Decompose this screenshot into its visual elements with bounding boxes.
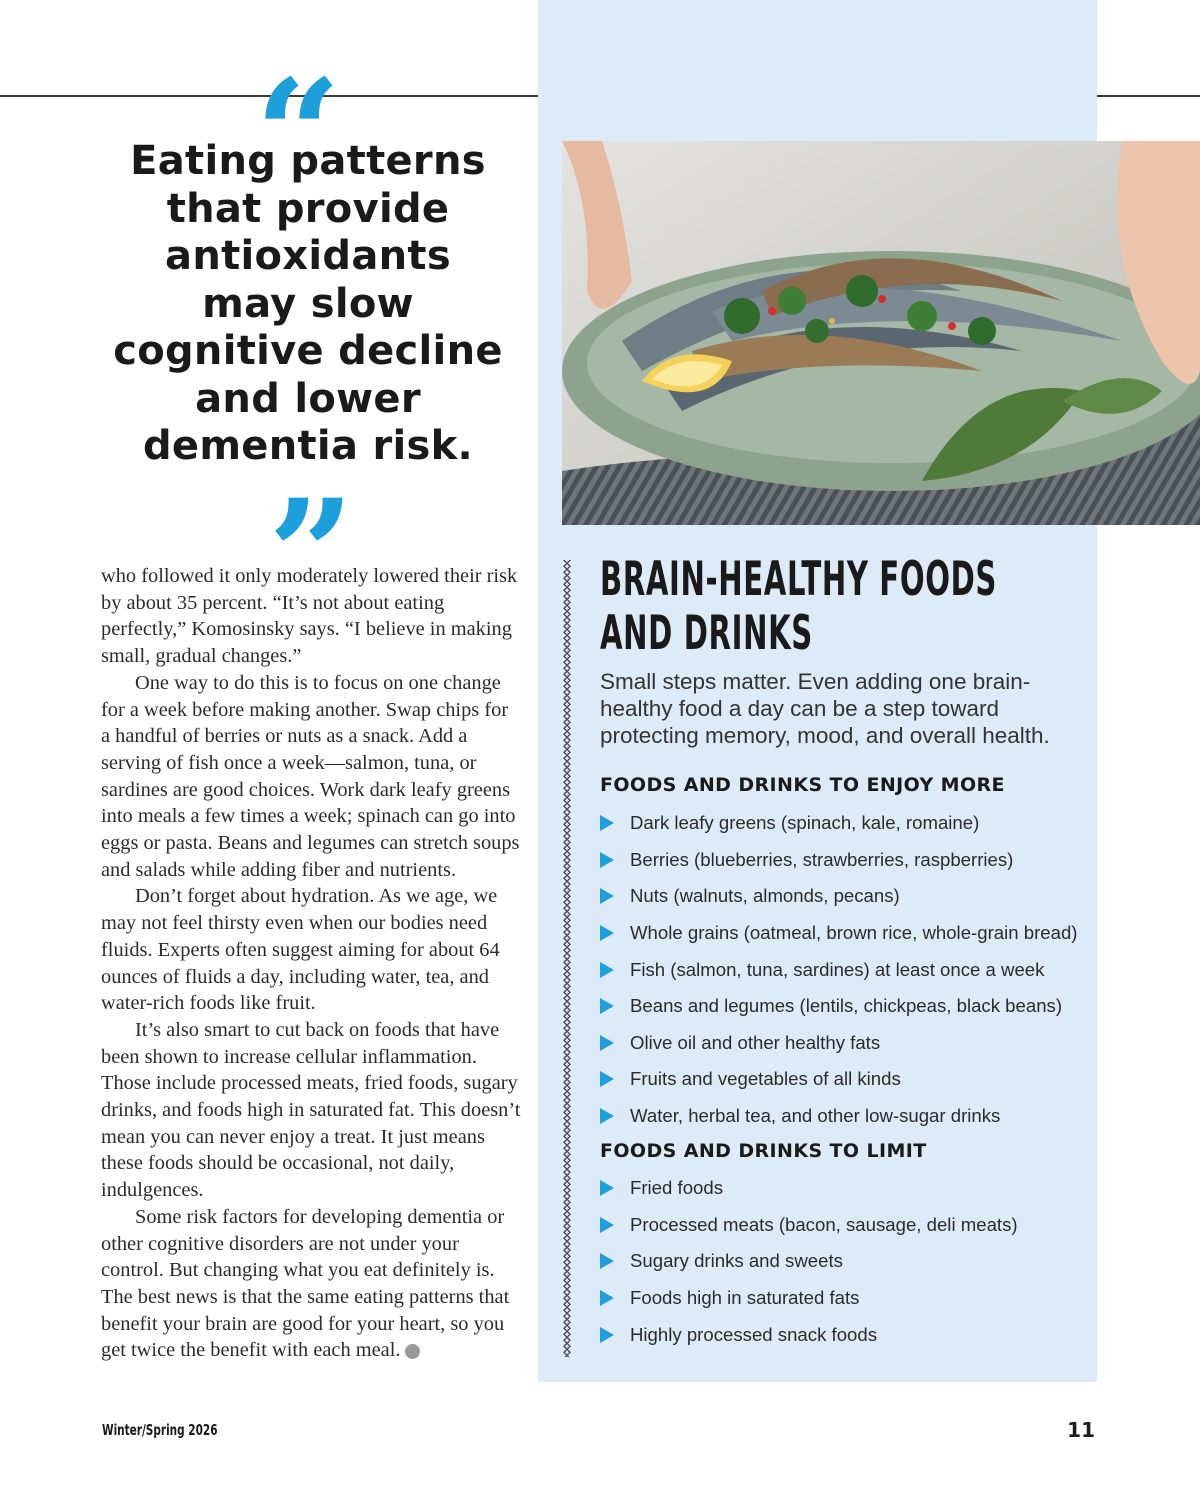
list-item [600,1061,1078,1098]
list-item-label: Sugary drinks and sweets [630,1250,843,1272]
article-paragraph-text: Some risk factors for developing dementia or other cognitive disorders are not under your control. But changing what you eat definitely is. The best news is that the same eating patterns that benefit your brain are good for your heart, so you get twice the benefit with each meal. [101,1205,510,1362]
pull-quote-line: antioxidants [165,233,451,279]
open-quote-icon: “ [255,47,342,223]
list-item-label: Beans and legumes (lentils, chickpeas, black beans) [630,995,1063,1017]
list-item-label: Nuts (walnuts, almonds, pecans) [630,885,900,907]
list-item-label: Water, herbal tea, and other low-sugar drinks [630,1105,1001,1127]
list-item [600,1280,1018,1317]
arrow-icon [600,998,614,1014]
pull-quote [92,138,524,471]
article-paragraph: Don’t forget about hydration. As we age, we may not feel thirsty even when our bodies need fluids. Experts often suggest aiming for about 64 ounces of fluids a day, including water, tea, and water-rich foods like fruit. [101,885,500,1015]
list-item [600,1243,1018,1280]
pull-quote-line: dementia risk. [142,423,474,469]
sidebar-title-line: BRAIN-HEALTHY FOODS [600,552,998,607]
enjoy-heading: FOODS AND DRINKS TO ENJOY MORE [600,774,1005,796]
pull-quote-line: Eating patterns [130,138,486,184]
arrow-icon [600,1108,614,1124]
article-paragraph [101,1204,521,1364]
list-item [600,1316,1018,1353]
article-paragraph: It’s also smart to cut back on foods that have been shown to increase cellular inflammation. Those include processed meats, fried foods, sugary drinks, and foods high in saturated fat. This doesn’t mean you can never enjoy a treat. It just means these foods should be occasional, not daily, indulgences. [101,1018,521,1202]
arrow-icon [600,1253,614,1269]
list-item [600,1098,1078,1135]
limit-heading: FOODS AND DRINKS TO LIMIT [600,1140,927,1162]
top-rule-right [1097,95,1200,97]
list-item [600,878,1078,915]
arrow-icon [600,815,614,831]
list-item-label: Highly processed snack foods [630,1323,878,1345]
pull-quote-line: cognitive decline [113,328,503,374]
pull-quote-line: and lower [195,375,421,422]
page-number: 11 [1067,1418,1095,1442]
article-body [101,563,521,1364]
list-item [600,842,1078,879]
sardines-platter-illustration [562,141,1200,525]
list-item [600,1025,1078,1062]
list-item [600,951,1078,988]
arrow-icon [600,1180,614,1196]
arrow-icon [600,1290,614,1306]
list-item [600,988,1078,1025]
list-item-label: Fried foods [630,1177,724,1199]
end-mark-icon: T [405,1344,420,1359]
list-item-label: Fruits and vegetables of all kinds [630,1068,901,1090]
article-paragraph: who followed it only moderately lowered their risk by about 35 percent. “It’s not about eating perfectly,” Komosinsky says. “I believe in making small, gradual changes.” [101,565,518,668]
arrow-icon [600,1035,614,1051]
limit-list [600,1170,1018,1353]
sardines-photo [562,141,1200,525]
arrow-icon [600,852,614,868]
pull-quote-line: may slow [202,280,414,327]
pull-quote-line: that provide [166,185,450,232]
sidebar-title [600,552,998,661]
list-item [600,1170,1018,1207]
arrow-icon [600,1071,614,1087]
enjoy-list [600,805,1078,1134]
list-item [600,805,1078,842]
list-item-label: Processed meats (bacon, sausage, deli meats) [630,1213,1018,1235]
arrow-icon [600,962,614,978]
list-item-label: Foods high in saturated fats [630,1287,860,1309]
list-item-label: Olive oil and other healthy fats [630,1031,881,1053]
zigzag-border [563,560,571,1357]
list-item [600,1207,1018,1244]
list-item-label: Berries (blueberries, strawberries, raspberries) [630,848,1014,870]
list-item [600,915,1078,952]
list-item-label: Whole grains (oatmeal, brown rice, whole-grain bread) [630,922,1078,944]
article-paragraph: One way to do this is to focus on one change for a week before making another. Swap chips for a handful of berries or nuts as a snack. Add a serving of fish once a week—salmon, tuna, or sardines are good choices. Work dark leafy greens into meals a few times a week; spinach can go into eggs or pasta. Beans and legumes can stretch soups and salads while adding fiber and nutrients. [101,671,520,881]
close-quote-icon: ” [268,467,355,643]
sidebar-intro: Small steps matter. Even adding one brain-healthy food a day can be a step toward protecting memory, mood, and overall health. [600,669,1050,748]
issue-date: Winter/Spring 2026 [102,1421,218,1439]
list-item-label: Dark leafy greens (spinach, kale, romaine) [630,812,980,834]
arrow-icon [600,888,614,904]
arrow-icon [600,1327,614,1343]
arrow-icon [600,925,614,941]
sidebar-title-line: AND DRINKS [600,606,813,661]
arrow-icon [600,1217,614,1233]
list-item-label: Fish (salmon, tuna, sardines) at least once a week [630,958,1045,980]
